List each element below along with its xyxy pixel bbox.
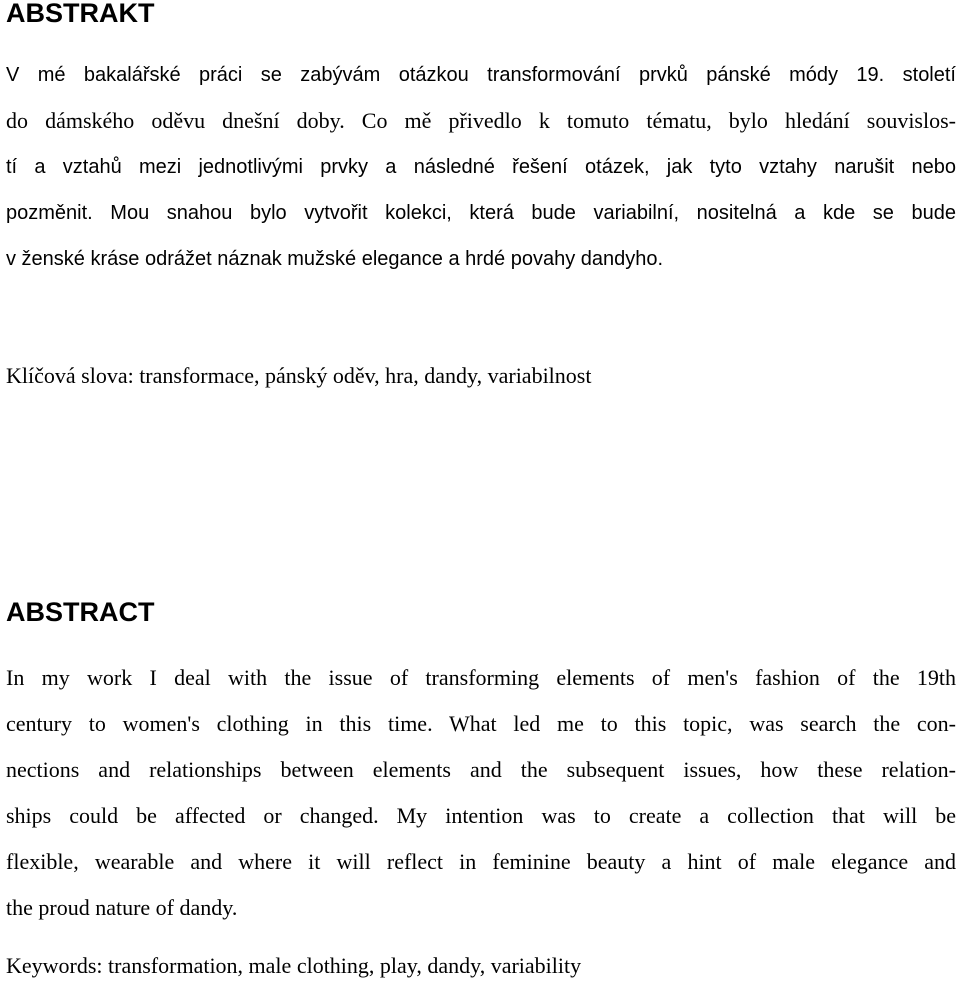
abstrakt-line: tí a vztahů mezi jednotlivými prvky a následné řešení otázek, jak tyto vztahy narušit nebo bbox=[6, 156, 956, 178]
abstract-line: ships could be affected or changed. My intention was to create a collection that will be bbox=[6, 803, 956, 828]
abstrakt-paragraph bbox=[6, 52, 956, 282]
abstract-keywords: Keywords: transformation, male clothing, play, dandy, variability bbox=[6, 953, 582, 978]
abstract-line: In my work I deal with the issue of transforming elements of men's fashion of the 19th bbox=[6, 665, 956, 690]
abstrakt-line: do dámského oděvu dnešní doby. Co mě přivedlo k tomuto tématu, bylo hledání souvislos- bbox=[6, 108, 956, 133]
abstract-line: century to women's clothing in this time. What led me to this topic, was search the con- bbox=[6, 711, 956, 736]
abstract-line: flexible, wearable and where it will reflect in feminine beauty a hint of male elegance and bbox=[6, 849, 956, 874]
abstrakt-line: pozměnit. Mou snahou bylo vytvořit kolekci, která bude variabilní, nositelná a kde se bude bbox=[6, 202, 956, 224]
abstract-line: the proud nature of dandy. bbox=[6, 895, 238, 920]
abstract-heading: ABSTRACT bbox=[6, 597, 155, 627]
abstrakt-heading: ABSTRAKT bbox=[6, 0, 155, 28]
abstract-line: nections and relationships between elements and the subsequent issues, how these relation- bbox=[6, 757, 956, 782]
abstrakt-keywords: Klíčová slova: transformace, pánský oděv, hra, dandy, variabilnost bbox=[6, 363, 592, 388]
abstract-paragraph bbox=[6, 655, 956, 931]
abstrakt-line: V mé bakalářské práci se zabývám otázkou transformování prvků pánské módy 19. století bbox=[6, 64, 956, 86]
abstrakt-line: v ženské kráse odrážet náznak mužské elegance a hrdé povahy dandyho. bbox=[6, 248, 664, 270]
